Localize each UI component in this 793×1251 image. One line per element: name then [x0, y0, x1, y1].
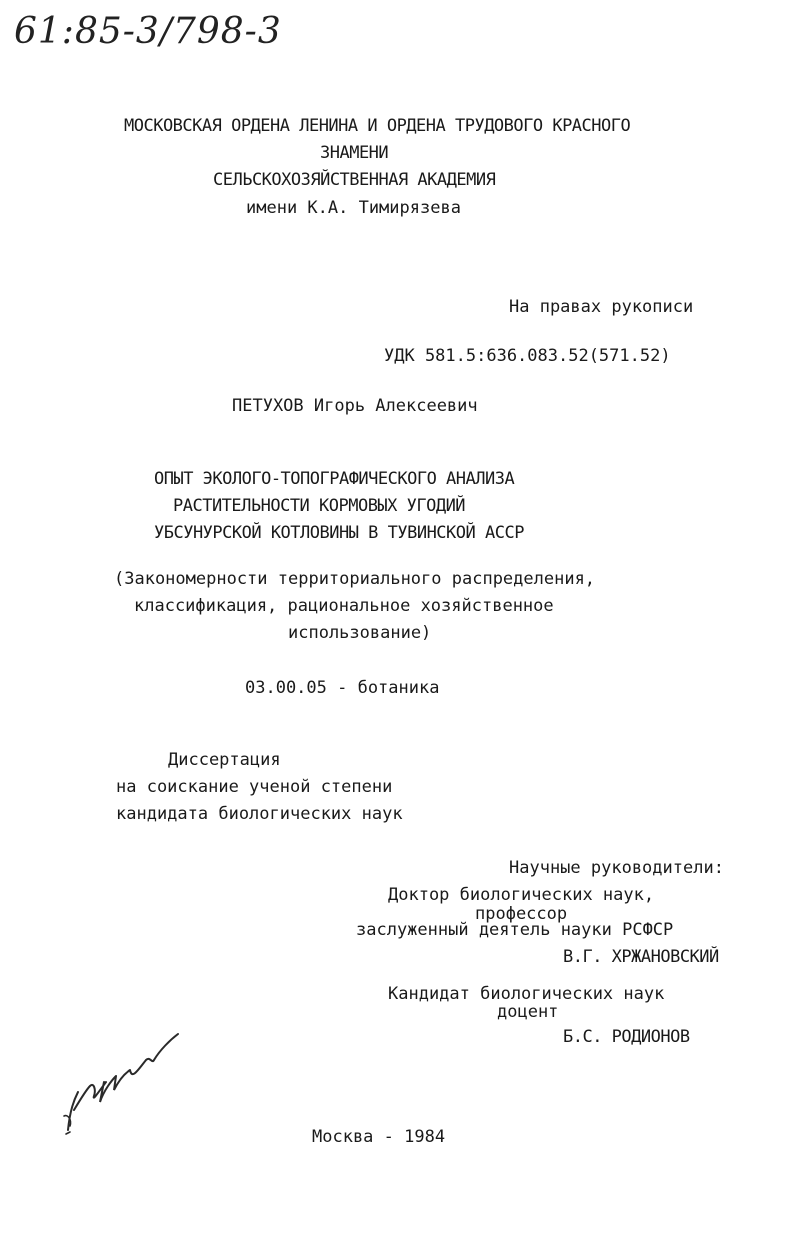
- institution-line-2: ЗНАМЕНИ: [320, 143, 389, 163]
- dissertation-line-3: кандидата биологических наук: [116, 804, 403, 824]
- specialty-code: 03.00.05 - ботаника: [245, 678, 440, 698]
- subtitle-line-3: использование): [288, 623, 432, 643]
- institution-line-3: СЕЛЬСКОХОЗЯЙСТВЕННАЯ АКАДЕМИЯ: [213, 170, 496, 190]
- supervisor-2-rank: доцент: [497, 1002, 559, 1022]
- dissertation-line-1: Диссертация: [168, 750, 281, 770]
- supervisor-2-name: Б.С. РОДИОНОВ: [563, 1027, 690, 1047]
- supervisor-1-degree: Доктор биологических наук,: [388, 885, 655, 905]
- signature-image: [60, 1030, 190, 1140]
- institution-line-4: имени К.А. Тимирязева: [246, 198, 461, 218]
- signature-flourish: [64, 1116, 71, 1134]
- subtitle-line-2: классификация, рациональное хозяйственное: [134, 596, 554, 616]
- supervisor-1-rank: профессор: [475, 904, 568, 924]
- place-and-year: Москва - 1984: [312, 1127, 446, 1147]
- title-line-3: УБСУНУРСКОЙ КОТЛОВИНЫ В ТУВИНСКОЙ АССР: [154, 523, 524, 543]
- author-name: ПЕТУХОВ Игорь Алексеевич: [232, 396, 478, 416]
- institution-line-1: МОСКОВСКАЯ ОРДЕНА ЛЕНИНА И ОРДЕНА ТРУДОВОГО КРАСНОГО: [124, 116, 631, 136]
- udc-code: УДК 581.5:636.083.52(571.52): [384, 346, 671, 366]
- title-line-2: РАСТИТЕЛЬНОСТИ КОРМОВЫХ УГОДИЙ: [173, 496, 466, 516]
- archive-number: 61:85-3/798-3: [14, 11, 282, 52]
- dissertation-line-2: на соискание ученой степени: [116, 777, 393, 797]
- supervisors-heading: Научные руководители:: [509, 858, 724, 878]
- supervisor-2-degree: Кандидат биологических наук: [388, 984, 665, 1004]
- supervisor-1-title: заслуженный деятель науки РСФСР: [356, 920, 674, 940]
- signature-stroke: [68, 1034, 178, 1130]
- subtitle-line-1: (Закономерности территориального распределения,: [114, 569, 596, 589]
- rights-note: На правах рукописи: [509, 297, 694, 317]
- title-line-1: ОПЫТ ЭКОЛОГО-ТОПОГРАФИЧЕСКОГО АНАЛИЗА: [154, 469, 515, 489]
- supervisor-1-name: В.Г. ХРЖАНОВСКИЙ: [563, 947, 719, 967]
